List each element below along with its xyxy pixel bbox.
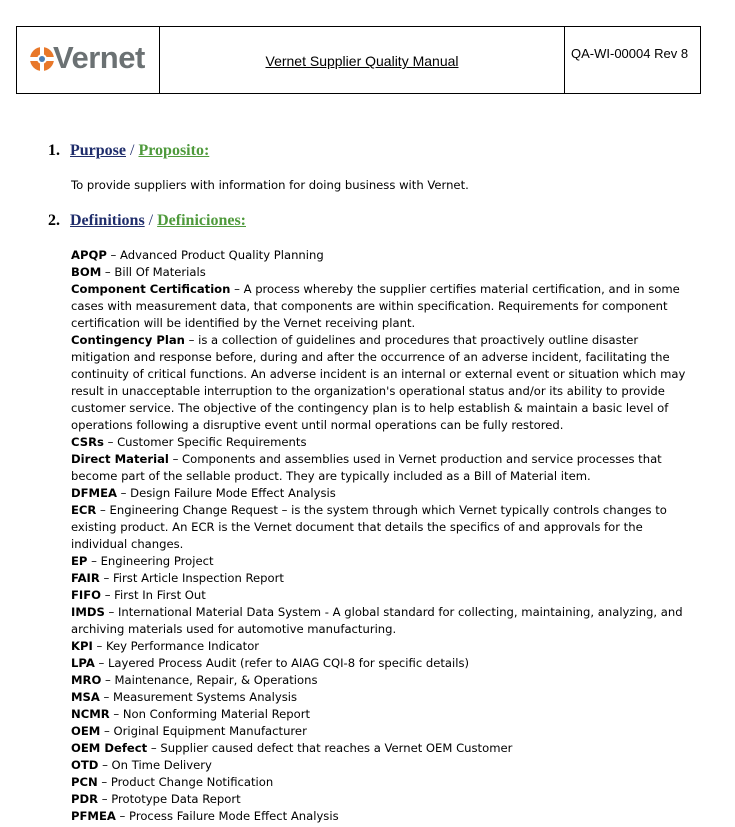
definition-item bbox=[71, 791, 696, 808]
definition-item bbox=[71, 502, 696, 553]
definition-term: ECR bbox=[71, 503, 97, 517]
doc-number-cell bbox=[565, 27, 700, 93]
definition-item bbox=[71, 774, 696, 791]
definition-text: – First Article Inspection Report bbox=[99, 571, 284, 585]
definition-term: Contingency Plan bbox=[71, 333, 185, 347]
definition-text: – Product Change Notification bbox=[97, 775, 274, 789]
section-number: 2. bbox=[48, 212, 60, 229]
definition-item bbox=[71, 638, 696, 655]
definition-text: – Engineering Project bbox=[87, 554, 214, 568]
definition-item bbox=[71, 740, 696, 757]
definition-term: PDR bbox=[71, 792, 99, 806]
title-cell bbox=[160, 27, 565, 93]
definition-item bbox=[71, 655, 696, 672]
definition-text: – On Time Delivery bbox=[98, 758, 212, 772]
definition-text: – Customer Specific Requirements bbox=[103, 435, 307, 449]
definition-term: DFMEA bbox=[71, 486, 117, 500]
definition-term: OEM bbox=[71, 724, 101, 738]
definition-item bbox=[71, 757, 696, 774]
definition-text: – Measurement Systems Analysis bbox=[99, 690, 298, 704]
document-title: Vernet Supplier Quality Manual bbox=[265, 53, 459, 69]
definition-item bbox=[71, 451, 696, 485]
definition-term: LPA bbox=[71, 656, 95, 670]
definition-item bbox=[71, 672, 696, 689]
definition-item bbox=[71, 604, 696, 638]
definition-term: FAIR bbox=[71, 571, 100, 585]
section-heading-definitions bbox=[48, 212, 246, 230]
definition-item bbox=[71, 434, 696, 451]
section-separator: / bbox=[126, 142, 139, 159]
definitions-list bbox=[71, 247, 696, 825]
definition-item bbox=[71, 689, 696, 706]
definition-text: – Layered Process Audit (refer to AIAG CQI-8 for specific details) bbox=[94, 656, 470, 670]
definition-item bbox=[71, 723, 696, 740]
section-title-es: Proposito: bbox=[138, 142, 210, 159]
section-title-en: Purpose bbox=[70, 142, 126, 159]
logo-wordmark: Vernet bbox=[53, 40, 145, 75]
definition-text: – Supplier caused defect that reaches a Vernet OEM Customer bbox=[147, 741, 513, 755]
definition-text: – Maintenance, Repair, & Operations bbox=[101, 673, 318, 687]
definition-term: APQP bbox=[71, 248, 107, 262]
definition-text: – Design Failure Mode Effect Analysis bbox=[116, 486, 336, 500]
definition-term: Component Certification bbox=[71, 282, 231, 296]
definition-term: OEM Defect bbox=[71, 741, 148, 755]
definition-term: CSRs bbox=[71, 435, 104, 449]
vernet-logo-icon bbox=[29, 46, 55, 72]
definition-term: PCN bbox=[71, 775, 98, 789]
definition-text: – Engineering Change Request – is the system through which Vernet typically controls changes to existing product. An ECR is the Vernet document that details the specifics of and approvals for the individual changes. bbox=[71, 503, 667, 551]
definition-text: – Prototype Data Report bbox=[98, 792, 241, 806]
definition-item bbox=[71, 264, 696, 281]
definition-item bbox=[71, 570, 696, 587]
definition-term: Direct Material bbox=[71, 452, 169, 466]
definition-term: PFMEA bbox=[71, 809, 116, 823]
definition-item bbox=[71, 332, 696, 434]
section-separator: / bbox=[144, 212, 158, 229]
purpose-text: To provide suppliers with information for doing business with Vernet. bbox=[71, 178, 469, 192]
definition-term: MRO bbox=[71, 673, 102, 687]
definition-term: MSA bbox=[71, 690, 100, 704]
definition-item bbox=[71, 587, 696, 604]
definition-text: – International Material Data System - A global standard for collecting, maintaining, analyzing, and archiving materials used for automotive manufacturing. bbox=[71, 605, 683, 636]
definition-item bbox=[71, 553, 696, 570]
definition-item bbox=[71, 247, 696, 264]
definition-term: OTD bbox=[71, 758, 99, 772]
section-title-en: Definitions bbox=[70, 212, 145, 229]
definition-text: – Advanced Product Quality Planning bbox=[106, 248, 324, 262]
logo-cell bbox=[17, 27, 160, 93]
definition-term: IMDS bbox=[71, 605, 105, 619]
section-number: 1. bbox=[48, 142, 60, 159]
definition-item bbox=[71, 706, 696, 723]
definition-term: NCMR bbox=[71, 707, 110, 721]
definition-text: – Non Conforming Material Report bbox=[109, 707, 311, 721]
definition-item bbox=[71, 485, 696, 502]
definition-text: – First In First Out bbox=[101, 588, 206, 602]
document-number: QA-WI-00004 Rev 8 bbox=[571, 46, 689, 61]
definition-term: EP bbox=[71, 554, 88, 568]
definition-text: – Process Failure Mode Effect Analysis bbox=[115, 809, 339, 823]
definition-text: – Components and assemblies used in Vernet production and service processes that become part of the sellable product. They are typically included as a Bill of Material item. bbox=[71, 452, 662, 483]
section-title-es: Definiciones: bbox=[157, 212, 246, 229]
definition-item bbox=[71, 808, 696, 825]
definition-text: – A process whereby the supplier certifies material certification, and in some cases with measurement data, that components are within specification. Requirements for component certification will be identified by the Vernet receiving plant. bbox=[71, 282, 680, 330]
definition-term: KPI bbox=[71, 639, 93, 653]
definition-item bbox=[71, 281, 696, 332]
section-heading-purpose bbox=[48, 142, 209, 160]
definition-text: – Original Equipment Manufacturer bbox=[100, 724, 307, 738]
definition-text: – Key Performance Indicator bbox=[92, 639, 260, 653]
document-header bbox=[16, 26, 701, 94]
definition-text: – is a collection of guidelines and procedures that proactively outline disaster mitigation and response before, during and after the occurrence of an adverse incident, facilitating the continuity of critical functions. An adverse incident is an internal or external event or situation which may result in unacceptable interruption to the organization's operational status and/or its ability to provide customer service. The objective of the contingency plan is to help establish & maintain a basic level of operations following a disruptive event until normal operations can be fully restored. bbox=[71, 333, 686, 432]
definition-term: FIFO bbox=[71, 588, 102, 602]
definition-text: – Bill Of Materials bbox=[101, 265, 206, 279]
definition-term: BOM bbox=[71, 265, 102, 279]
